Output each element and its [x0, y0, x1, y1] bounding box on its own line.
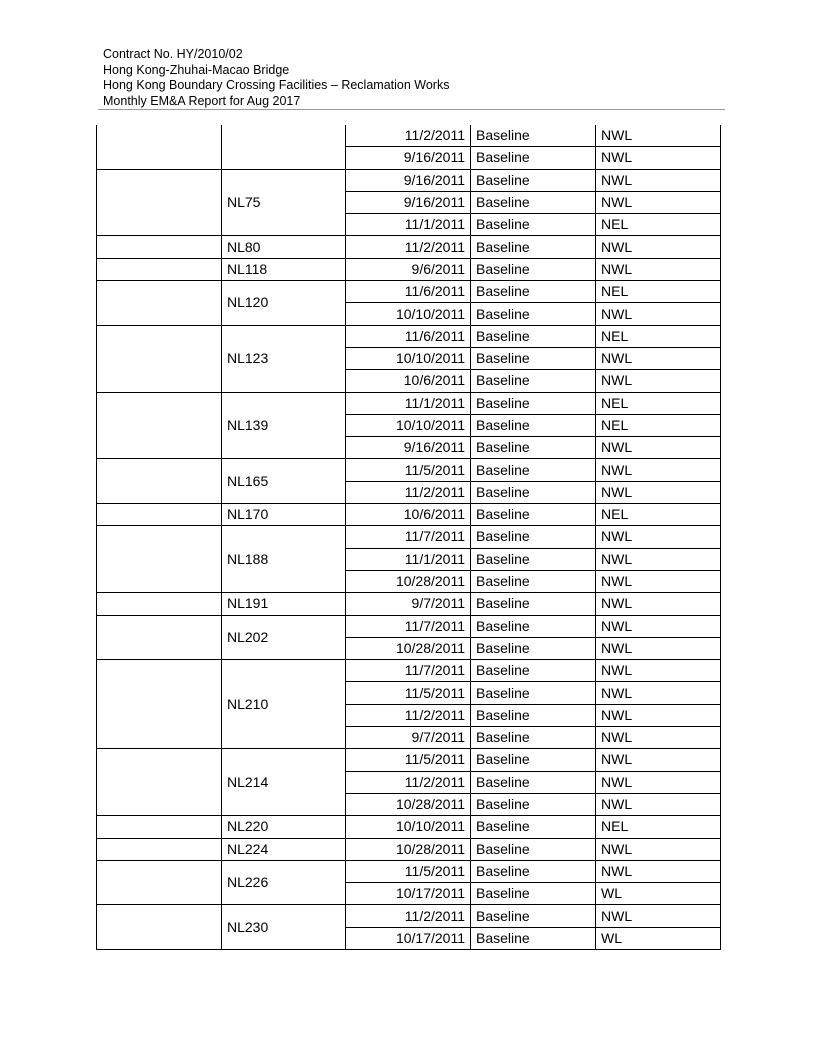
location-cell: NL118 [222, 258, 346, 280]
date-cell: 9/16/2011 [346, 437, 471, 459]
blank-cell [97, 236, 222, 258]
date-cell: 11/2/2011 [346, 125, 471, 147]
blank-cell [97, 281, 222, 326]
location-cell: NL226 [222, 860, 346, 905]
table-row [97, 838, 721, 860]
type-cell: Baseline [471, 883, 596, 905]
location-cell: NL210 [222, 660, 346, 749]
type-cell: Baseline [471, 236, 596, 258]
location-cell: NL188 [222, 526, 346, 593]
location-cell: NL191 [222, 593, 346, 615]
type-cell: Baseline [471, 548, 596, 570]
type-cell: Baseline [471, 414, 596, 436]
header-report-title: Monthly EM&A Report for Aug 2017 [103, 93, 301, 108]
water-level-cell: NWL [596, 236, 721, 258]
date-cell: 11/2/2011 [346, 481, 471, 503]
date-cell: 10/6/2011 [346, 504, 471, 526]
date-cell: 10/28/2011 [346, 570, 471, 592]
water-level-cell: NWL [596, 838, 721, 860]
table-row [97, 660, 721, 682]
water-level-cell: NEL [596, 392, 721, 414]
water-level-cell: NWL [596, 860, 721, 882]
type-cell: Baseline [471, 169, 596, 191]
date-cell: 11/2/2011 [346, 905, 471, 927]
water-level-cell: NWL [596, 704, 721, 726]
type-cell: Baseline [471, 125, 596, 147]
date-cell: 11/1/2011 [346, 392, 471, 414]
water-level-cell: WL [596, 927, 721, 949]
location-cell: NL165 [222, 459, 346, 504]
type-cell: Baseline [471, 793, 596, 815]
type-cell: Baseline [471, 615, 596, 637]
blank-cell [97, 258, 222, 280]
blank-cell [97, 905, 222, 950]
type-cell: Baseline [471, 905, 596, 927]
location-cell: NL120 [222, 281, 346, 326]
date-cell: 11/2/2011 [346, 236, 471, 258]
water-level-cell: NWL [596, 526, 721, 548]
date-cell: 10/10/2011 [346, 414, 471, 436]
type-cell: Baseline [471, 504, 596, 526]
date-cell: 11/5/2011 [346, 860, 471, 882]
blank-cell [97, 860, 222, 905]
date-cell: 10/28/2011 [346, 637, 471, 659]
date-cell: 11/7/2011 [346, 526, 471, 548]
location-cell: NL202 [222, 615, 346, 660]
table-row [97, 325, 721, 347]
date-cell: 11/7/2011 [346, 615, 471, 637]
table-row [97, 860, 721, 882]
water-level-cell: NWL [596, 570, 721, 592]
type-cell: Baseline [471, 459, 596, 481]
water-level-cell: NWL [596, 147, 721, 169]
type-cell: Baseline [471, 838, 596, 860]
water-level-cell: NEL [596, 414, 721, 436]
header-project-name: Hong Kong-Zhuhai-Macao Bridge [103, 62, 290, 77]
water-level-cell: NWL [596, 727, 721, 749]
date-cell: 11/6/2011 [346, 325, 471, 347]
type-cell: Baseline [471, 392, 596, 414]
type-cell: Baseline [471, 816, 596, 838]
water-level-cell: NWL [596, 771, 721, 793]
date-cell: 9/7/2011 [346, 593, 471, 615]
date-cell: 11/5/2011 [346, 749, 471, 771]
water-level-cell: WL [596, 883, 721, 905]
blank-cell [97, 526, 222, 593]
type-cell: Baseline [471, 258, 596, 280]
date-cell: 9/16/2011 [346, 147, 471, 169]
water-level-cell: NWL [596, 682, 721, 704]
date-cell: 10/10/2011 [346, 303, 471, 325]
blank-cell [97, 459, 222, 504]
water-level-cell: NWL [596, 615, 721, 637]
type-cell: Baseline [471, 660, 596, 682]
table-row [97, 459, 721, 481]
water-level-cell: NWL [596, 437, 721, 459]
location-cell [222, 125, 346, 169]
type-cell: Baseline [471, 347, 596, 369]
type-cell: Baseline [471, 191, 596, 213]
location-cell: NL224 [222, 838, 346, 860]
table-row [97, 905, 721, 927]
table-row [97, 615, 721, 637]
type-cell: Baseline [471, 749, 596, 771]
date-cell: 11/1/2011 [346, 548, 471, 570]
blank-cell [97, 169, 222, 236]
header-facility-name: Hong Kong Boundary Crossing Facilities – Reclamation Works [103, 78, 450, 92]
water-level-cell: NWL [596, 749, 721, 771]
table-row [97, 169, 721, 191]
water-level-cell: NEL [596, 281, 721, 303]
table-row [97, 526, 721, 548]
location-cell: NL75 [222, 169, 346, 236]
header-contract-no: Contract No. HY/2010/02 [103, 47, 243, 61]
water-level-cell: NWL [596, 793, 721, 815]
table-row [97, 392, 721, 414]
location-cell: NL230 [222, 905, 346, 950]
water-level-cell: NWL [596, 125, 721, 147]
table-row [97, 816, 721, 838]
blank-cell [97, 838, 222, 860]
table-row [97, 593, 721, 615]
table-row [97, 749, 721, 771]
type-cell: Baseline [471, 325, 596, 347]
date-cell: 10/28/2011 [346, 793, 471, 815]
location-cell: NL139 [222, 392, 346, 459]
blank-cell [97, 749, 222, 816]
table-row [97, 281, 721, 303]
date-cell: 11/1/2011 [346, 214, 471, 236]
date-cell: 9/16/2011 [346, 191, 471, 213]
type-cell: Baseline [471, 771, 596, 793]
type-cell: Baseline [471, 303, 596, 325]
water-level-cell: NEL [596, 325, 721, 347]
water-level-cell: NWL [596, 169, 721, 191]
date-cell: 10/6/2011 [346, 370, 471, 392]
date-cell: 11/2/2011 [346, 704, 471, 726]
type-cell: Baseline [471, 682, 596, 704]
blank-cell [97, 593, 222, 615]
type-cell: Baseline [471, 214, 596, 236]
monitoring-records-table [96, 125, 721, 950]
type-cell: Baseline [471, 637, 596, 659]
blank-cell [97, 125, 222, 169]
water-level-cell: NWL [596, 370, 721, 392]
blank-cell [97, 504, 222, 526]
date-cell: 11/5/2011 [346, 459, 471, 481]
water-level-cell: NWL [596, 303, 721, 325]
date-cell: 10/10/2011 [346, 816, 471, 838]
location-cell: NL220 [222, 816, 346, 838]
date-cell: 10/17/2011 [346, 927, 471, 949]
date-cell: 11/5/2011 [346, 682, 471, 704]
location-cell: NL123 [222, 325, 346, 392]
blank-cell [97, 392, 222, 459]
type-cell: Baseline [471, 927, 596, 949]
header-divider [98, 109, 725, 110]
water-level-cell: NEL [596, 504, 721, 526]
type-cell: Baseline [471, 481, 596, 503]
water-level-cell: NWL [596, 481, 721, 503]
type-cell: Baseline [471, 727, 596, 749]
date-cell: 11/2/2011 [346, 771, 471, 793]
water-level-cell: NWL [596, 637, 721, 659]
water-level-cell: NEL [596, 214, 721, 236]
table-row [97, 504, 721, 526]
blank-cell [97, 325, 222, 392]
location-cell: NL170 [222, 504, 346, 526]
type-cell: Baseline [471, 147, 596, 169]
report-header [103, 47, 725, 109]
water-level-cell: NWL [596, 347, 721, 369]
type-cell: Baseline [471, 860, 596, 882]
date-cell: 10/28/2011 [346, 838, 471, 860]
date-cell: 11/7/2011 [346, 660, 471, 682]
table-row [97, 236, 721, 258]
water-level-cell: NWL [596, 191, 721, 213]
type-cell: Baseline [471, 281, 596, 303]
water-level-cell: NWL [596, 660, 721, 682]
water-level-cell: NWL [596, 258, 721, 280]
table-row [97, 258, 721, 280]
table-row [97, 125, 721, 147]
type-cell: Baseline [471, 704, 596, 726]
type-cell: Baseline [471, 370, 596, 392]
type-cell: Baseline [471, 593, 596, 615]
date-cell: 9/16/2011 [346, 169, 471, 191]
date-cell: 11/6/2011 [346, 281, 471, 303]
blank-cell [97, 615, 222, 660]
type-cell: Baseline [471, 437, 596, 459]
type-cell: Baseline [471, 526, 596, 548]
date-cell: 10/10/2011 [346, 347, 471, 369]
location-cell: NL80 [222, 236, 346, 258]
water-level-cell: NWL [596, 459, 721, 481]
location-cell: NL214 [222, 749, 346, 816]
date-cell: 9/7/2011 [346, 727, 471, 749]
water-level-cell: NWL [596, 905, 721, 927]
blank-cell [97, 660, 222, 749]
water-level-cell: NWL [596, 548, 721, 570]
date-cell: 9/6/2011 [346, 258, 471, 280]
water-level-cell: NWL [596, 593, 721, 615]
type-cell: Baseline [471, 570, 596, 592]
blank-cell [97, 816, 222, 838]
records-body [97, 125, 721, 949]
date-cell: 10/17/2011 [346, 883, 471, 905]
water-level-cell: NEL [596, 816, 721, 838]
